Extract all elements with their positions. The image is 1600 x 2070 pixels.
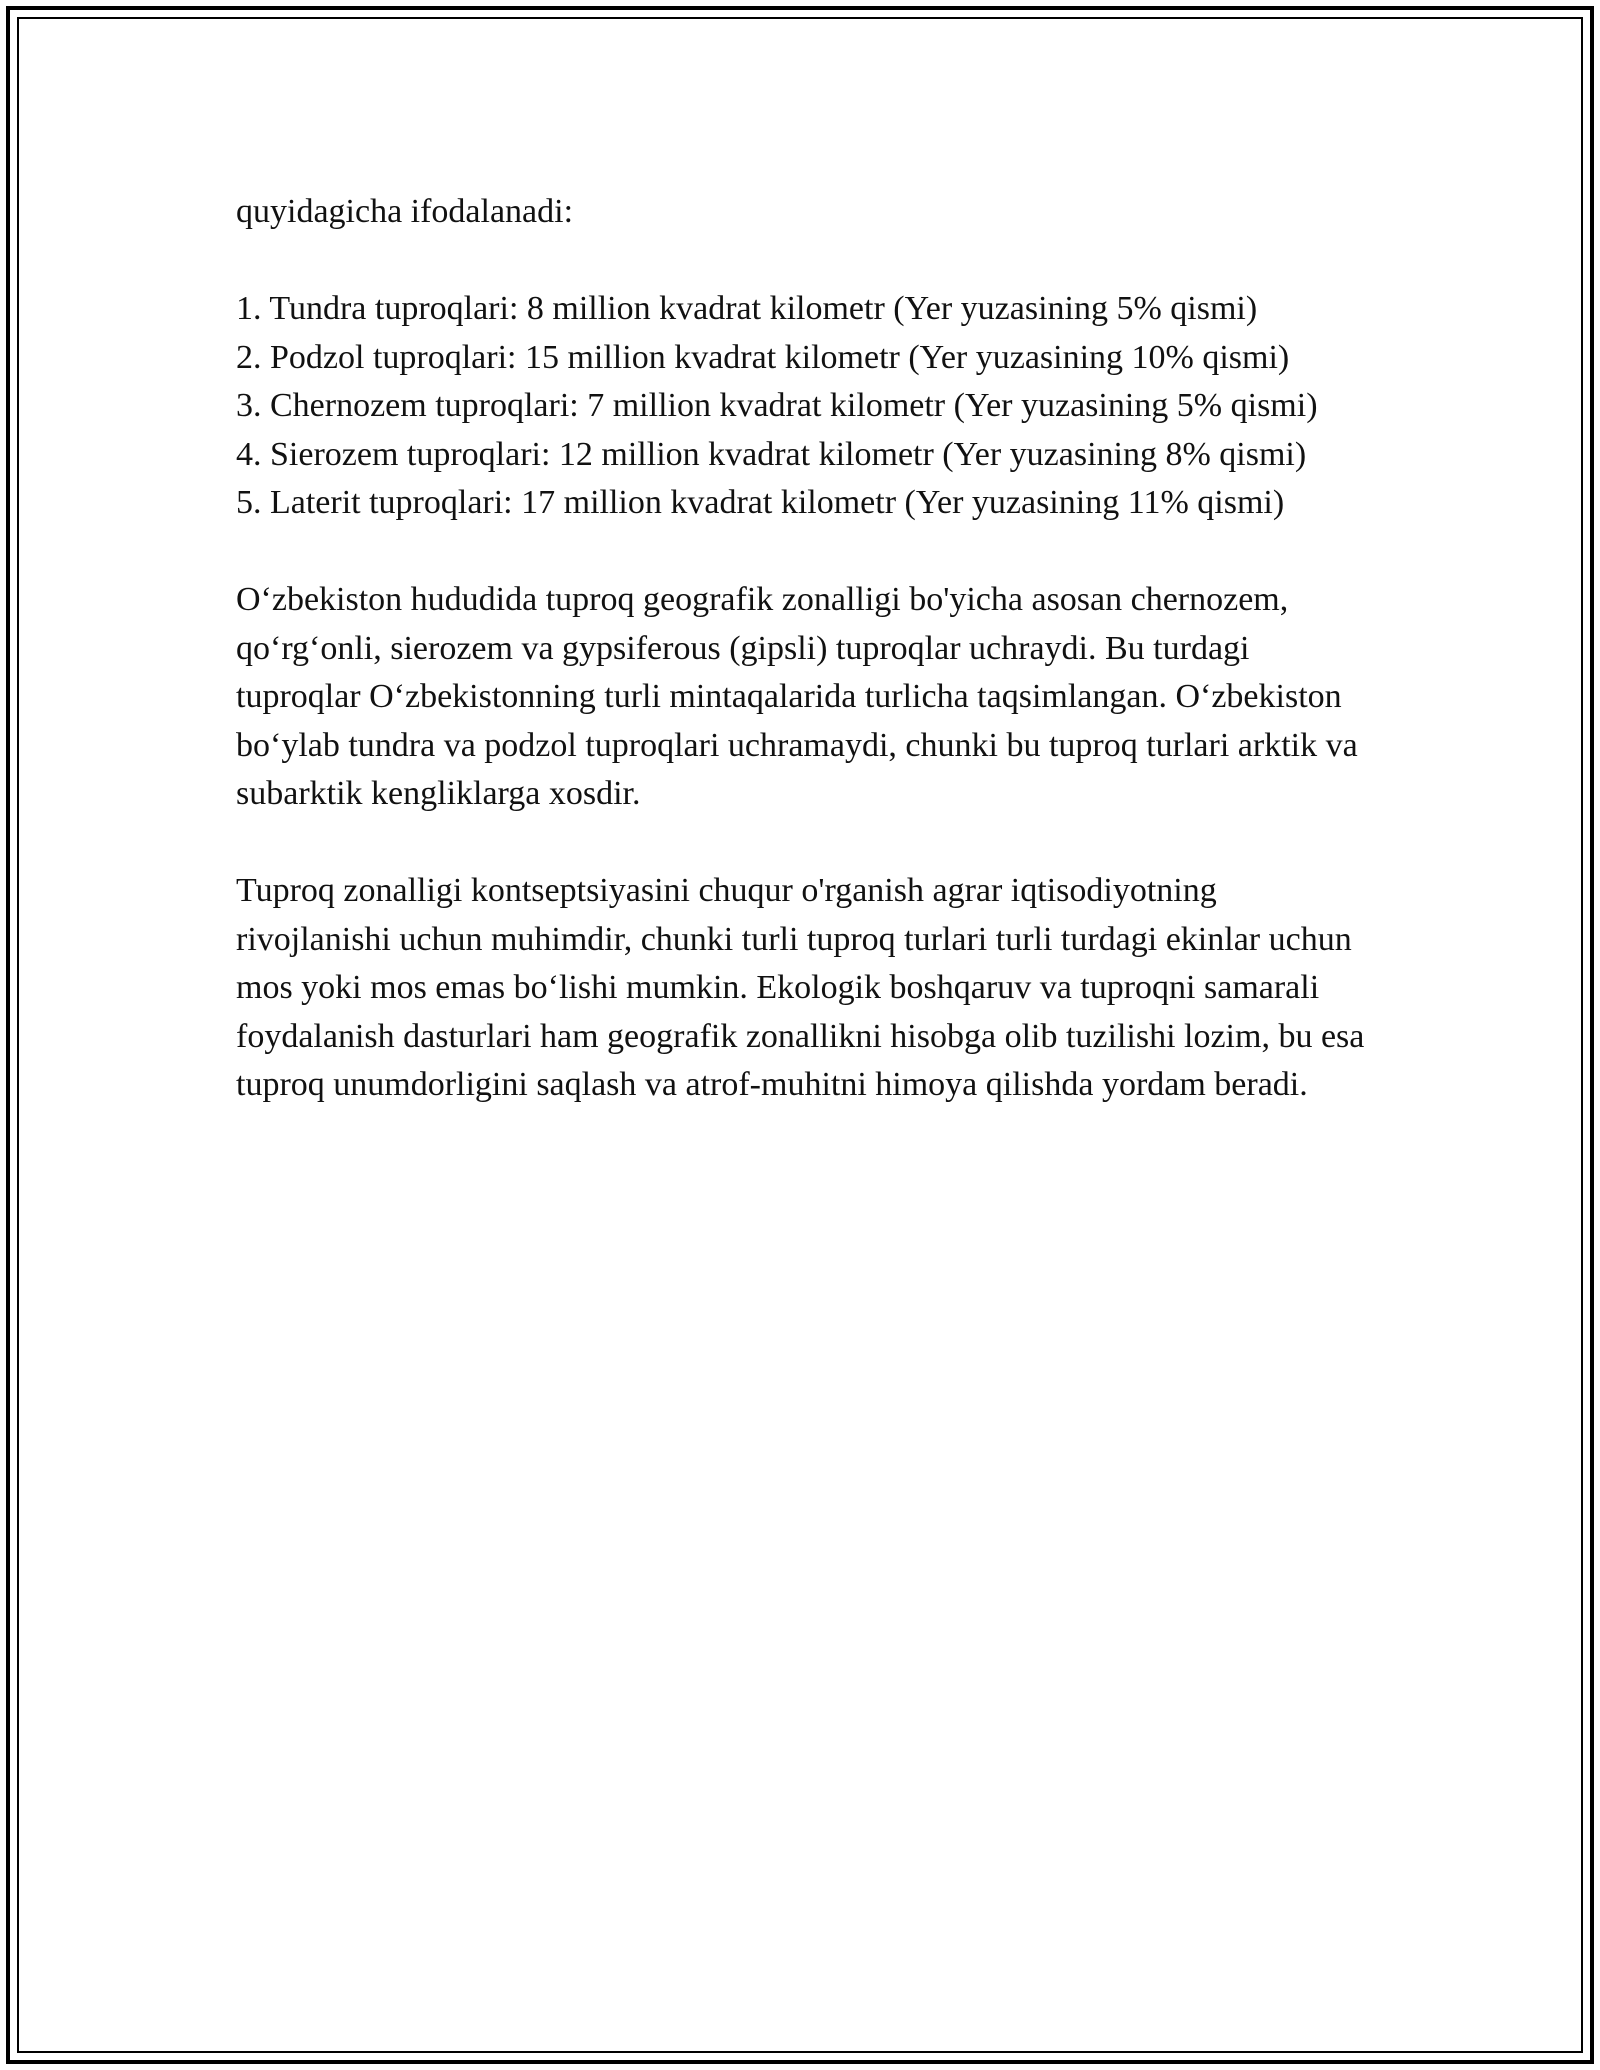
paragraph-soil-zonality: Tuproq zonalligi kontseptsiyasini chuqur o'rganish agrar iqtisodiyotning rivojlanishi uchun muhimdir, chunki turli tuproq turlari turli turdagi ekinlar uchun mos yoki mos emas bo‘lishi mumkin. Ekologik boshqaruv va tuproqni samarali foydalanish dasturlari ham geografik zonallikni hisobga olib tuzilishi lozim, bu esa tuproq unumdorligini saqlash va atrof-muhitni himoya qilishda yordam beradi. <box>236 872 1365 1103</box>
spacer <box>236 819 1366 868</box>
paragraph-uzbekistan-soils: O‘zbekiston hududida tuproq geografik zonalligi bo'yicha asosan chernozem, qo‘rg‘onli, sierozem va gypsiferous (gipsli) tuproqlar uchraydi. Bu turdagi tuproqlar O‘zbekistonning turli mintaqalarida turlicha taqsimlangan. O‘zbekiston bo‘ylab tundra va podzol tuproqlari uchramaydi, chunki bu tuproq turlari arktik va subarktik kengliklarga xosdir. <box>236 581 1358 812</box>
list-item: 2. Podzol tuproqlari: 15 million kvadrat kilometr (Yer yuzasining 10% qismi) <box>236 338 1290 376</box>
list-item: 3. Chernozem tuproqlari: 7 million kvadrat kilometr (Yer yuzasining 5% qismi) <box>236 387 1318 424</box>
spacer <box>236 237 1366 286</box>
intro-line: quyidagicha ifodalanadi: <box>236 193 574 230</box>
spacer <box>236 528 1366 577</box>
document-body <box>236 188 1366 1110</box>
list-item: 5. Laterit tuproqlari: 17 million kvadrat kilometr (Yer yuzasining 11% qismi) <box>236 484 1285 521</box>
list-item: 4. Sierozem tuproqlari: 12 million kvadrat kilometr (Yer yuzasining 8% qismi) <box>236 435 1307 473</box>
soil-list <box>236 285 1366 528</box>
list-item: 1. Tundra tuproqlari: 8 million kvadrat kilometr (Yer yuzasining 5% qismi) <box>236 290 1258 327</box>
